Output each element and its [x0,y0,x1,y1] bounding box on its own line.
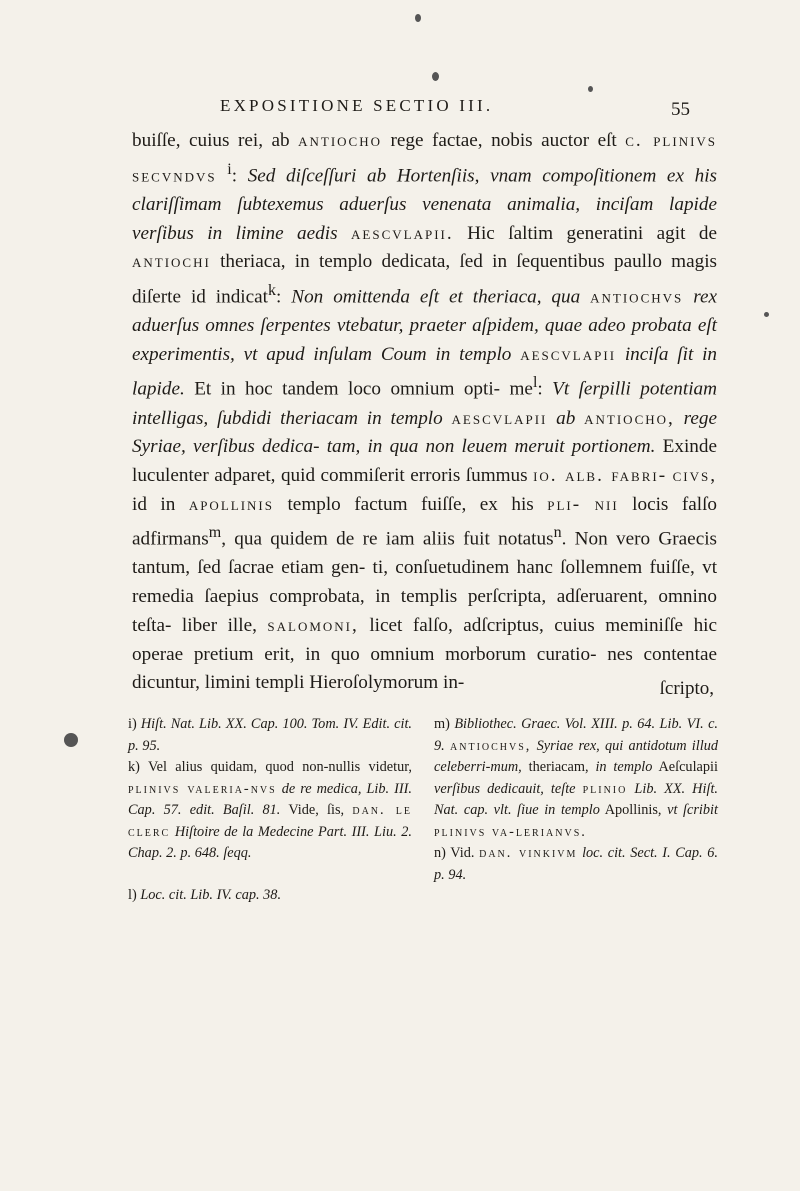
proper-name: antiochvs [590,286,684,308]
proper-name: plinio [582,780,628,797]
text-span: Hic ſaltim generatini agit de [467,222,717,244]
footnote-l [128,885,412,907]
proper-name: antiocho [298,130,382,151]
proper-name: dan. le clerc [128,802,413,840]
catchword: ſcripto, [659,678,714,699]
footnote-ref: l [532,374,538,392]
proper-name: nii [594,493,619,515]
quotation: Non omittenda eſt et theriaca, qua [291,286,581,308]
footnote-text: Vide, ſis, [288,802,345,818]
footnote-n [434,843,718,886]
quotation: Vt ſerpilli potentiam intelligas, ſubdidi theriacam in templo [132,378,717,429]
citation: in templo [595,759,653,775]
text-span: . Non vero Graecis tantum, ſed ſacrae etiam gen- [132,528,718,579]
citation: Hiſtoire de la Medecine Part. III. Liu. 2. Chap. 2. p. 648. ſeqq. [128,823,412,861]
footnote-ref: n [553,524,562,542]
footnote-text: theriacam, [528,759,589,775]
proper-name: apollinis [188,493,274,515]
quotation: inciſa ſit in lapide. [132,343,718,400]
proper-name: aescvlapii [520,343,617,365]
quotation: rege Syriae, verſibus dedica- [132,407,718,458]
paper-speck [588,86,593,92]
footnote-m [434,714,718,843]
text-span: , qua quidem de re iam aliis fuit [221,528,490,550]
citation: Tom. IV. Edit. cit. p. 95. [128,716,412,754]
citation: vt ſcribit [667,802,718,818]
citation: loc. cit. Sect. I. Cap. 6. p. 94. [434,845,718,883]
citation: verſibus dedicauit, teſte [434,780,576,797]
proper-name: pli- [547,493,582,515]
footnote-text: Apollinis, [604,802,662,818]
proper-name: aescvlapii. [351,222,454,244]
footnotes [128,714,718,906]
text-span: buiſſe, cuius rei, ab [132,130,290,151]
citation: Lib. XX. Hiſt. Nat. cap. vlt. ſiue in templo [434,780,718,818]
page-number: 55 [671,99,690,120]
proper-name: dan. vinkivm [479,845,578,861]
paper-speck [415,14,421,22]
footnote-ref: i [227,160,232,178]
text-span: locis falſo adfirmans [132,493,718,550]
footnotes-left-column [128,714,412,906]
text-span: licet falſo, adſcriptus, cuius meminiſſe [369,614,684,636]
text-span: dedicata, ſed in ſequentibus paullo magis diſerte id indicat [132,251,717,308]
text-span: comprobata, in templis perſcripta, adſeruarent, omnino teſta- [132,586,717,636]
proper-name: civs, [672,464,717,486]
quotation: tam, in qua non leuem meruit portionem. [326,436,656,458]
text-span: liber ille, [181,614,257,636]
text-span: ti, conſuetudinem hanc ſollemnem fuiſſe, vt remedia ſaepius [132,557,718,608]
text-span: Exinde luculenter [132,436,718,486]
quotation: Sed diſceſſuri ab Hortenſiis, vnam [247,165,532,187]
text-span: notatus [498,528,554,550]
proper-name: aescvlapii [451,407,548,429]
proper-name: antiochvs, [450,737,532,754]
quotation: ab [556,407,576,429]
footnote-ref: m [208,524,222,542]
quotation: experimentis, vt apud inſulam Coum in templo [132,343,512,365]
footnote-i [128,714,412,757]
citation: Syriae rex, qui antidotum illud celeberri-mum, [434,737,719,775]
paper-speck [432,72,439,81]
quotation: omnes ſerpentes vtebatur, praeter aſpidem, quae adeo probata eſt [205,315,717,336]
citation: Loc. cit. Lib. IV. cap. 38. [140,886,282,903]
citation: edit. Baſil. 81. [189,802,281,818]
main-text [132,127,717,698]
text-span: Et in hoc tandem loco omnium opti- [194,378,501,400]
text-span: templo factum fuiſſe, ex his [287,493,534,515]
footnote-ref: k [268,281,277,299]
footnotes-right-column [434,714,718,906]
text-span: adparet, quid commiſerit erroris ſummus [214,464,528,486]
text-span: me [509,378,533,400]
text-span: rege factae, nobis auctor eſt [390,130,617,151]
footnote-marker: m) [434,716,450,732]
proper-name: plinivs valeria-nvs [128,780,277,797]
paper-speck [64,733,78,747]
footnote-text: n) Vid. [434,845,475,861]
quotation: compoſitionem ex his clariſſimam ſubtexemus aduerſus venenata [132,165,717,215]
proper-name: antiocho, [584,407,675,429]
text-span: id in [132,493,176,515]
text-paragraph: buiſſe, cuius rei, ab antiocho rege factae, nobis auctor eſt c. plinivs secvndvs $^i$: Sed diſceſſuri ab Hortenſiis, vnam compoſitionem ex his clariſſimam ſubtexemus aduerſus venenata animalia, inciſam lapide verſibus in limine aedis aescvlapii. Hic ſaltim generatini agit de antiochi theriaca, in templo dedicata, ſed in ſequentibus paullo magis diſerte id indicat$^k$: Non omittenda eſt et theriaca, qua antiochvs rex aduerſus omnes ſerpentes vtebatur, praeter aſpidem, quae adeo probata eſt experimentis, vt apud inſulam Coum in templo aescvlapii inciſa ſit in lapide. Et in hoc tandem loco omnium opti- $me^l$: Vt ſerpilli potentiam intelligas, ſubdidi theriacam in templo aescvlapii ab antiocho, rege Syriae, verſibus dedica- tam, in qua non leuem meruit portionem. Exinde luculenter adparet, quid commiſerit erroris ſummus io. alb. fabri- civs, id in apollinis templo factum fuiſſe, ex his pli- nii locis falſo adfirmans$^m$, qua quidem de re iam aliis fuit notatus$^n$. Non vero Graecis tantum, ſed ſacrae etiam gen- ti, conſuetudinem hanc ſollemnem fuiſſe, vt remedia ſaepius comprobata, in templis perſcripta, adſeruarent, omnino teſta- liber ille, salomoni, licet falſo, adſcriptus, cuius meminiſſe hic operae pretium erit, in quo omnium morborum curatio- nes contentae dicuntur, limini templi Hieroſolymorum in- [132,130,718,694]
quotation: rex aduerſus [132,286,717,336]
footnote-marker: l) [128,886,137,903]
footnote-text: k) Vel alius quidam, quod non-nullis videtur, [128,759,412,775]
footnote-text: Aeſculapii [658,759,718,775]
proper-name: c. plinivs secvndvs [132,130,718,187]
footnote-k [128,757,412,865]
proper-name: io. alb. fabri- [533,464,668,486]
paper-speck [764,312,769,317]
text-span: theriaca, in templo [220,251,373,273]
running-head: EXPOSITIONE SECTIO III. [220,96,494,115]
citation: de re medica, Lib. III. Cap. 57. [128,780,412,818]
proper-name: antiochi [132,251,211,273]
proper-name: plinivs va-lerianvs. [434,823,587,840]
text-span: hic operae pretium erit, in quo omnium morborum curatio- [132,614,718,665]
citation: Bibliothec. Graec. Vol. XIII. p. 64. Lib. VI. c. 9. [434,716,719,754]
footnote-marker: i) [128,716,137,732]
citation: Hiſt. Nat. Lib. XX. Cap. 100. [140,716,308,732]
text-span: nes contentae dicuntur, limini templi Hieroſolymorum in- [132,643,717,694]
proper-name: salomoni, [267,614,359,636]
quotation: animalia, inciſam lapide verſibus in limine aedis [132,193,717,244]
